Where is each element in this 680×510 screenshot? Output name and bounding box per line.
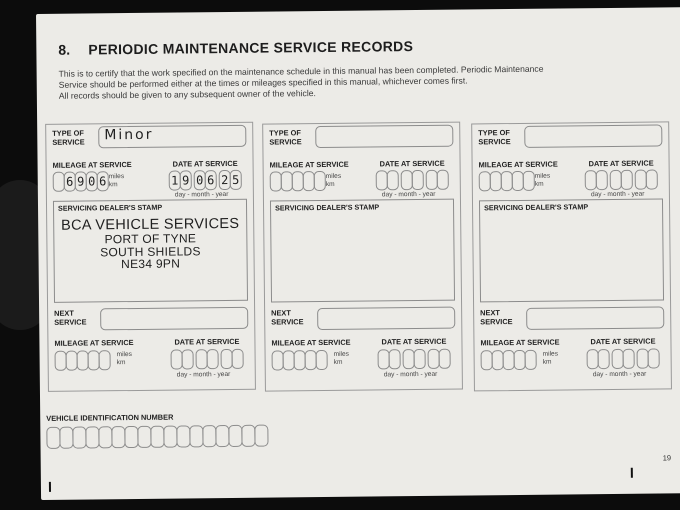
km-unit: km	[534, 180, 544, 188]
mileage-digit[interactable]: 9	[75, 171, 87, 191]
date-format-hint: day - month - year	[176, 370, 231, 379]
mileage-digit[interactable]	[523, 171, 535, 191]
next-service-label	[480, 308, 512, 326]
next-mileage-label: MILEAGE AT SERVICE	[271, 337, 351, 348]
date-format-hint: day - month - year	[592, 370, 647, 379]
next-date-label: DATE AT SERVICE	[590, 336, 656, 347]
dealer-stamp-area[interactable]	[53, 199, 248, 303]
mileage-digit[interactable]	[316, 350, 328, 370]
page-title: PERIODIC MAINTENANCE SERVICE RECORDS	[88, 38, 414, 58]
next-service-field[interactable]	[100, 307, 248, 331]
date-digit[interactable]: 9	[180, 170, 192, 190]
stamp-line: SOUTH SHIELDS	[100, 243, 201, 259]
next-mileage-label: MILEAGE AT SERVICE	[54, 337, 134, 348]
mileage-label: MILEAGE AT SERVICE	[52, 160, 132, 170]
miles-unit: miles	[534, 172, 551, 180]
date-digit[interactable]: 6	[205, 170, 217, 190]
km-unit: km	[116, 359, 126, 367]
km-unit: km	[325, 180, 335, 188]
section-number: 8.	[58, 41, 71, 58]
miles-unit: miles	[325, 172, 342, 180]
label-line: TYPE OF	[269, 128, 301, 138]
next-service-label	[54, 308, 86, 326]
date-digit[interactable]	[646, 169, 658, 189]
date-label: DATE AT SERVICE	[379, 158, 445, 169]
service-record-page	[36, 7, 680, 500]
dealer-stamp-text	[54, 216, 247, 272]
date-digit[interactable]	[232, 349, 244, 369]
mileage-digit[interactable]	[525, 350, 537, 370]
date-digit[interactable]	[648, 348, 660, 368]
label-line: NEXT	[480, 308, 500, 318]
corner-mark	[49, 482, 51, 492]
next-date-field[interactable]	[378, 349, 450, 370]
label-line: SERVICE	[480, 317, 513, 327]
type-of-service-label	[52, 128, 84, 146]
next-date-field[interactable]	[171, 349, 243, 370]
dealer-stamp-text	[480, 215, 662, 217]
miles-unit: miles	[108, 173, 125, 181]
vin-character[interactable]	[254, 425, 268, 447]
date-field[interactable]	[585, 170, 657, 191]
date-format-hint: day - month - year	[174, 190, 229, 199]
date-format-hint: day - month - year	[590, 190, 645, 199]
dealer-stamp-area[interactable]	[479, 198, 664, 302]
stamp-line: NE34 9PN	[120, 256, 181, 272]
dealer-stamp-text	[271, 216, 453, 218]
km-unit: km	[108, 181, 118, 189]
dealer-stamp-area[interactable]	[270, 199, 455, 303]
mileage-field[interactable]	[53, 171, 108, 192]
next-service-label	[271, 308, 303, 326]
date-label: DATE AT SERVICE	[172, 158, 238, 169]
date-digit[interactable]: 0	[194, 170, 206, 190]
date-format-hint: day - month - year	[383, 370, 438, 379]
miles-unit: miles	[542, 350, 559, 358]
type-of-service-value: Minor	[104, 126, 154, 144]
intro-line: This is to certify that the work specified on the maintenance schedule in this manual has been completed. Periodic Maintenance	[58, 63, 544, 79]
type-of-service-label	[269, 128, 301, 146]
stamp-line: PORT OF TYNE	[104, 231, 197, 247]
type-of-service-field[interactable]	[315, 125, 453, 148]
label-line: SERVICE	[478, 137, 511, 147]
label-line: SERVICE	[54, 317, 87, 327]
page-number: 19	[662, 453, 672, 463]
label-line: TYPE OF	[478, 128, 510, 138]
next-service-field[interactable]	[526, 306, 664, 329]
miles-unit: miles	[333, 350, 350, 358]
dealer-stamp-label: SERVICING DEALER'S STAMP	[274, 202, 380, 213]
miles-unit: miles	[116, 351, 132, 359]
next-mileage-field[interactable]	[272, 350, 327, 371]
date-digit[interactable]: 1	[169, 170, 181, 190]
next-mileage-label: MILEAGE AT SERVICE	[480, 337, 560, 348]
mileage-digit[interactable]: 6	[64, 172, 76, 192]
label-line: SERVICE	[52, 137, 85, 147]
stamp-line: BCA VEHICLE SERVICES	[61, 215, 240, 234]
date-digit[interactable]	[437, 170, 449, 190]
next-date-label: DATE AT SERVICE	[174, 336, 240, 347]
date-format-hint: day - month - year	[381, 190, 436, 199]
mileage-digit[interactable]	[99, 350, 111, 370]
label-line: SERVICE	[269, 137, 302, 147]
km-unit: km	[333, 358, 343, 366]
date-field[interactable]	[169, 170, 241, 191]
dealer-stamp-label: SERVICING DEALER'S STAMP	[484, 202, 589, 213]
next-date-field[interactable]	[587, 348, 659, 369]
type-of-service-field[interactable]	[524, 124, 662, 147]
label-line: TYPE OF	[52, 128, 84, 138]
label-line: NEXT	[271, 308, 291, 318]
type-of-service-label	[478, 128, 510, 146]
intro-text	[59, 62, 659, 101]
next-mileage-field[interactable]	[481, 350, 536, 371]
label-line: NEXT	[54, 308, 74, 318]
mileage-field[interactable]	[270, 171, 325, 192]
dealer-stamp-label: SERVICING DEALER'S STAMP	[57, 202, 163, 213]
mileage-digit[interactable]: 6	[97, 171, 109, 191]
date-field[interactable]	[376, 170, 448, 191]
label-line: SERVICE	[271, 317, 304, 327]
mileage-field[interactable]	[479, 171, 534, 192]
service-record-card	[45, 122, 256, 392]
date-digit[interactable]	[439, 349, 451, 369]
date-digit[interactable]: 5	[230, 170, 242, 190]
mileage-label: MILEAGE AT SERVICE	[478, 159, 558, 170]
service-record-card	[262, 122, 463, 392]
mileage-label: MILEAGE AT SERVICE	[269, 159, 349, 170]
date-digit[interactable]: 2	[219, 170, 231, 190]
service-record-card	[471, 121, 672, 391]
intro-line: Service should be performed either at the times or mileages specified in this manual, whichever comes first.	[58, 75, 468, 90]
intro-line: All records should be given to any subsequent owner of the vehicle.	[58, 88, 316, 101]
vin-label: VEHICLE IDENTIFICATION NUMBER	[46, 412, 174, 423]
next-service-field[interactable]	[317, 307, 455, 330]
km-unit: km	[542, 358, 552, 366]
mileage-digit[interactable]	[314, 171, 326, 191]
next-date-label: DATE AT SERVICE	[381, 336, 447, 347]
date-label: DATE AT SERVICE	[588, 158, 654, 169]
next-mileage-field[interactable]	[55, 350, 110, 371]
corner-mark	[631, 468, 633, 478]
mileage-digit[interactable]: 0	[86, 171, 98, 191]
vin-field[interactable]	[46, 425, 267, 449]
